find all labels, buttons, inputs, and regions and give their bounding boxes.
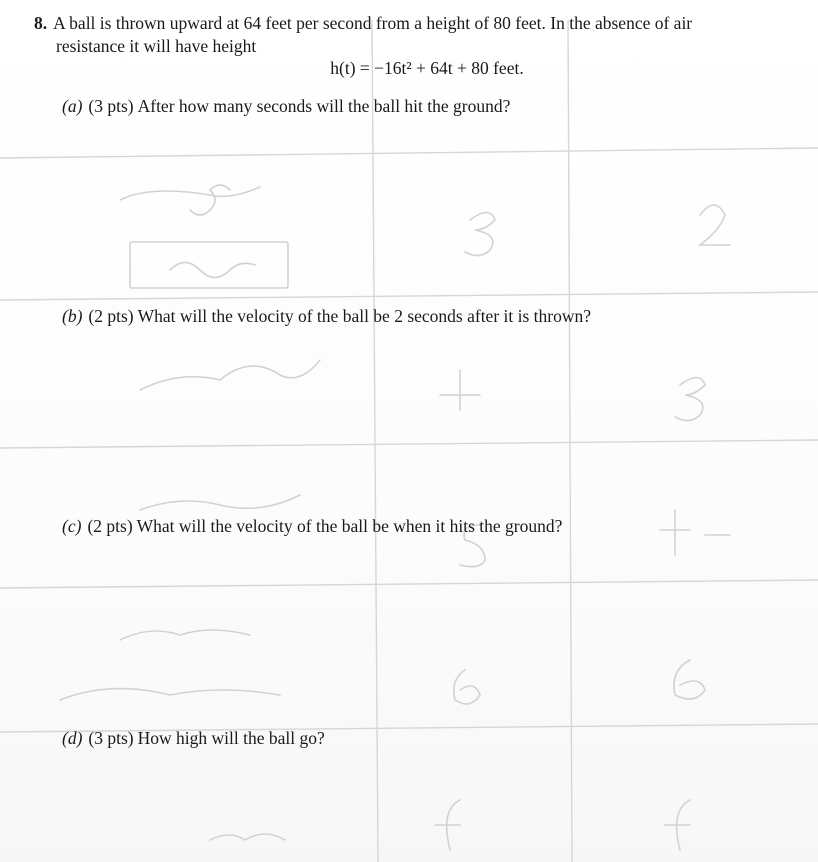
part-a: [62, 96, 510, 117]
part-b-points: (2 pts): [88, 306, 134, 326]
part-d: [62, 728, 325, 749]
part-a-points: (3 pts): [88, 96, 134, 116]
part-d-points: (3 pts): [88, 728, 134, 748]
part-a-question: After how many seconds will the ball hit the ground?: [137, 96, 511, 116]
problem-text-line-2: resistance it will have height: [56, 36, 257, 56]
part-c-question: What will the velocity of the ball be when it hits the ground?: [136, 516, 563, 536]
part-b-label: (b): [62, 306, 83, 326]
part-b: [62, 306, 591, 327]
part-a-label: (a): [62, 96, 83, 116]
problem-number: 8.: [34, 13, 48, 33]
part-d-label: (d): [62, 728, 83, 748]
problem-statement: [34, 12, 794, 58]
part-c-points: (2 pts): [87, 516, 133, 536]
equation-text: h(t) = −16t² + 64t + 80 feet.: [330, 58, 524, 78]
problem-text-line-1: A ball is thrown upward at 64 feet per second from a height of 80 feet. In the absence of air: [53, 13, 693, 33]
part-c-label: (c): [62, 516, 82, 536]
height-equation: [0, 58, 818, 79]
problem-line-1: [34, 12, 794, 35]
part-c: [62, 516, 562, 537]
part-d-question: How high will the ball go?: [137, 728, 325, 748]
part-b-question: What will the velocity of the ball be 2 seconds after it is thrown?: [137, 306, 592, 326]
